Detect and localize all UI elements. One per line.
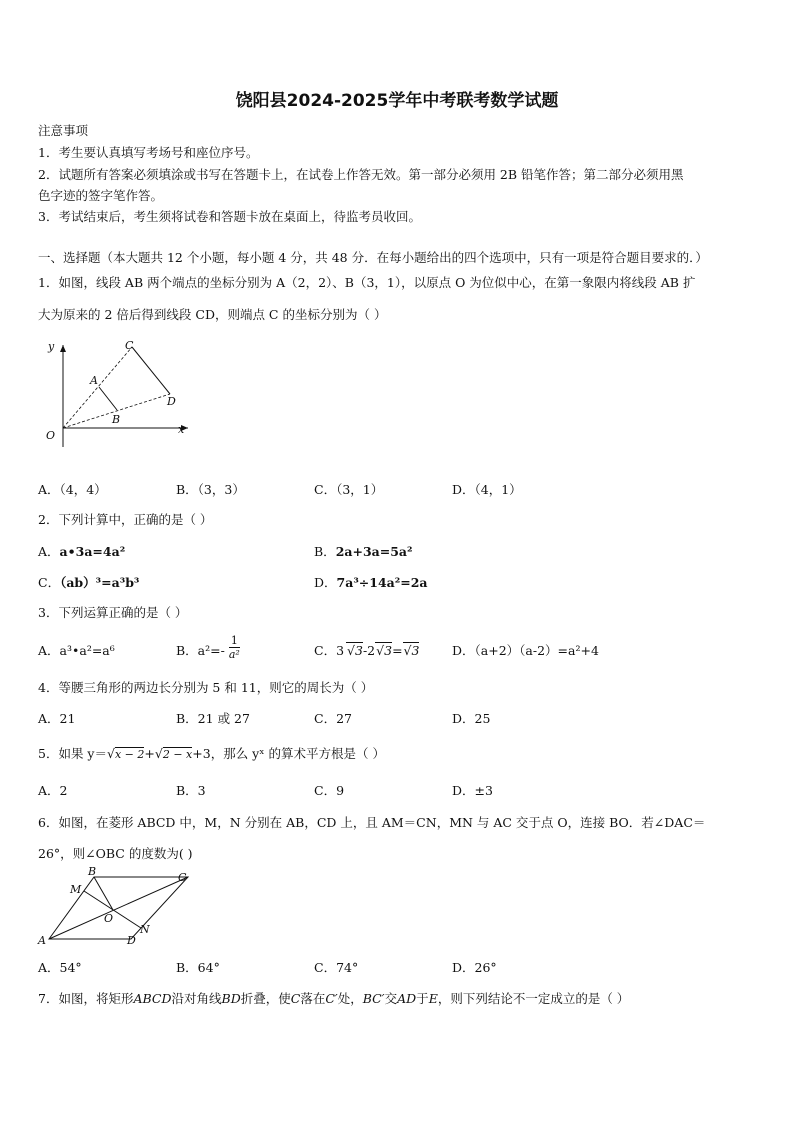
q7-var-ad: AD [397, 991, 417, 1006]
q3-fraction-denominator: a² [228, 648, 240, 661]
q7-var-bc-prime: BC′ [362, 991, 385, 1006]
segment-bo [94, 877, 113, 910]
q7-stem [38, 989, 629, 1007]
q5-prefix: 5．如果 y＝ [38, 746, 107, 761]
q5-radicand-2: 2 − x [162, 748, 193, 761]
ray-oc [63, 347, 132, 428]
label-a: A [38, 934, 46, 947]
page-title: 饶阳县2024-2025学年中考联考数学试题 [235, 91, 559, 111]
q1-stem-cont: 大为原来的 2 倍后得到线段 CD，则端点 C 的坐标分别为（ ） [38, 307, 387, 322]
q1-option-d: D．（4，1） [452, 482, 522, 497]
y-axis-arrow [60, 345, 66, 352]
q4-option-c: C．27 [314, 711, 352, 726]
sqrt-icon: √ [403, 643, 412, 658]
q7-part-4: 落在 [300, 991, 326, 1006]
q5-option-c: C．9 [314, 783, 345, 798]
notice-heading: 注意事项 [38, 123, 89, 138]
q7-part-1: 7．如图，将矩形 [38, 991, 134, 1006]
q3-option-a: A．a³•a²=a⁶ [38, 643, 115, 658]
q4-option-b: B．21 或 27 [176, 711, 250, 726]
q7-part-2: 沿对角线 [171, 991, 222, 1006]
q7-part-5: 处， [337, 991, 363, 1006]
sqrt-icon: √ [376, 643, 385, 658]
q3-option-c-eq: = [392, 643, 403, 658]
q5-plus: + [144, 746, 155, 761]
q5-option-b: B．3 [176, 783, 206, 798]
q5-option-d: D．±3 [452, 783, 493, 798]
label-x: x [178, 423, 185, 436]
q2-option-d-label: D． [314, 575, 337, 590]
label-d: D [167, 395, 176, 408]
segment-ab [99, 387, 117, 410]
q1-option-c: C．（3，1） [314, 482, 384, 497]
label-y: y [48, 340, 55, 353]
q5-radicand-1: x − 2 [114, 748, 145, 761]
q1-option-b: B．（3，3） [176, 482, 245, 497]
notice-item-2: 2．试题所有答案必须填涂或书写在答题卡上，在试卷上作答无效。第一部分必须用 2B 铅笔作答；第二部分必须用黑 [38, 167, 684, 182]
section-heading: 一、选择题（本大题共 12 个小题，每小题 4 分，共 48 分．在每小题给出的四个选项中，只有一项是符合题目要求的．） [38, 250, 708, 265]
q3-option-d: D．（a+2）（a-2）=a²+4 [452, 643, 599, 658]
label-o: O [46, 429, 56, 442]
q2-option-c-label: C． [38, 575, 61, 590]
q7-var-c: C [290, 991, 301, 1006]
q5-option-a: A．2 [38, 783, 68, 798]
q3-radicand-1: 3 [355, 643, 363, 658]
q6-stem: 6．如图，在菱形 ABCD 中，M，N 分别在 AB，CD 上，且 AM＝CN，MN 与 AC 交于点 O，连接 BO．若∠DAC＝ [38, 815, 706, 830]
label-o: O [104, 912, 114, 925]
q3-option-b-fraction [229, 634, 240, 661]
q7-var-e: E [428, 991, 438, 1006]
q7-part-8: ，则下列结论不一定成立的是（ ） [437, 991, 630, 1006]
q1-stem: 1．如图，线段 AB 两个端点的坐标分别为 A（2，2）、B（3，1），以原点 O 为位似中心，在第一象限内将线段 AB 扩 [38, 275, 696, 290]
q2-option-c-expr: （ab）³=a³b³ [60, 575, 140, 590]
label-n: N [140, 923, 150, 936]
q3-fraction-numerator: 1 [230, 634, 238, 647]
q2-option-a [38, 542, 125, 560]
q1-option-a: A．（4，4） [38, 482, 107, 497]
q3-option-b-prefix: B．a²=- [176, 643, 225, 658]
sqrt-icon: √ [347, 643, 355, 658]
label-c: C [178, 871, 187, 884]
sqrt-icon: √ [154, 746, 163, 761]
q2-stem: 2．下列计算中，正确的是（ ） [38, 512, 213, 527]
q3-option-c-label: C．3 [314, 643, 345, 658]
q4-stem: 4．等腰三角形的两边长分别为 5 和 11，则它的周长为（ ） [38, 680, 374, 695]
q2-option-b-expr: 2a+3a=5a² [335, 544, 413, 559]
q6-stem-cont: 26°，则∠OBC 的度数为( ) [38, 846, 193, 861]
q3-option-c [314, 641, 419, 659]
q2-option-c [38, 573, 139, 591]
label-d: D [127, 934, 136, 947]
q2-option-d-expr: 7a³÷14a²=2a [336, 575, 428, 590]
q5-stem [38, 744, 385, 762]
q2-option-a-label: A． [38, 544, 60, 559]
q7-part-6: 交 [384, 991, 398, 1006]
q2-option-d [314, 573, 428, 591]
q4-option-a: A．21 [38, 711, 76, 726]
q2-option-b-label: B． [314, 544, 336, 559]
label-b: B [88, 865, 97, 878]
q6-option-d: D．26° [452, 960, 497, 975]
q2-option-b [314, 542, 413, 560]
sqrt-icon: √ [107, 746, 115, 761]
q3-option-c-mid: -2 [362, 643, 376, 658]
q7-var-abcd: ABCD [133, 991, 172, 1006]
q7-var-c-prime: C′ [325, 991, 338, 1006]
notice-item-2-cont: 色字迹的签字笔作答。 [38, 188, 164, 203]
notice-item-1: 1．考生要认真填写考场号和座位序号。 [38, 145, 259, 160]
label-m: M [70, 883, 82, 896]
q6-option-b: B．64° [176, 960, 220, 975]
q3-radicand-3: 3 [411, 643, 420, 658]
q6-option-c: C．74° [314, 960, 359, 975]
label-a: A [90, 374, 98, 387]
q7-part-3: 折叠，使 [240, 991, 291, 1006]
q6-figure [36, 864, 201, 949]
q3-option-b [176, 634, 240, 661]
q5-suffix: +3，那么 yˣ 的算术平方根是（ ） [192, 746, 385, 761]
q6-option-a: A．54° [38, 960, 82, 975]
segment-cd [132, 347, 170, 394]
notice-item-3: 3．考试结束后，考生须将试卷和答题卡放在桌面上，待监考员收回。 [38, 209, 421, 224]
label-b: B [112, 413, 121, 426]
q4-option-d: D．25 [452, 711, 491, 726]
q7-part-7: 于 [416, 991, 429, 1006]
q3-radicand-2: 3 [384, 643, 393, 658]
q7-var-bd: BD [221, 991, 241, 1006]
label-c: C [125, 339, 134, 352]
q2-option-a-expr: a•3a=4a² [59, 544, 126, 559]
q3-stem: 3．下列运算正确的是（ ） [38, 605, 188, 620]
q1-figure [38, 335, 198, 450]
